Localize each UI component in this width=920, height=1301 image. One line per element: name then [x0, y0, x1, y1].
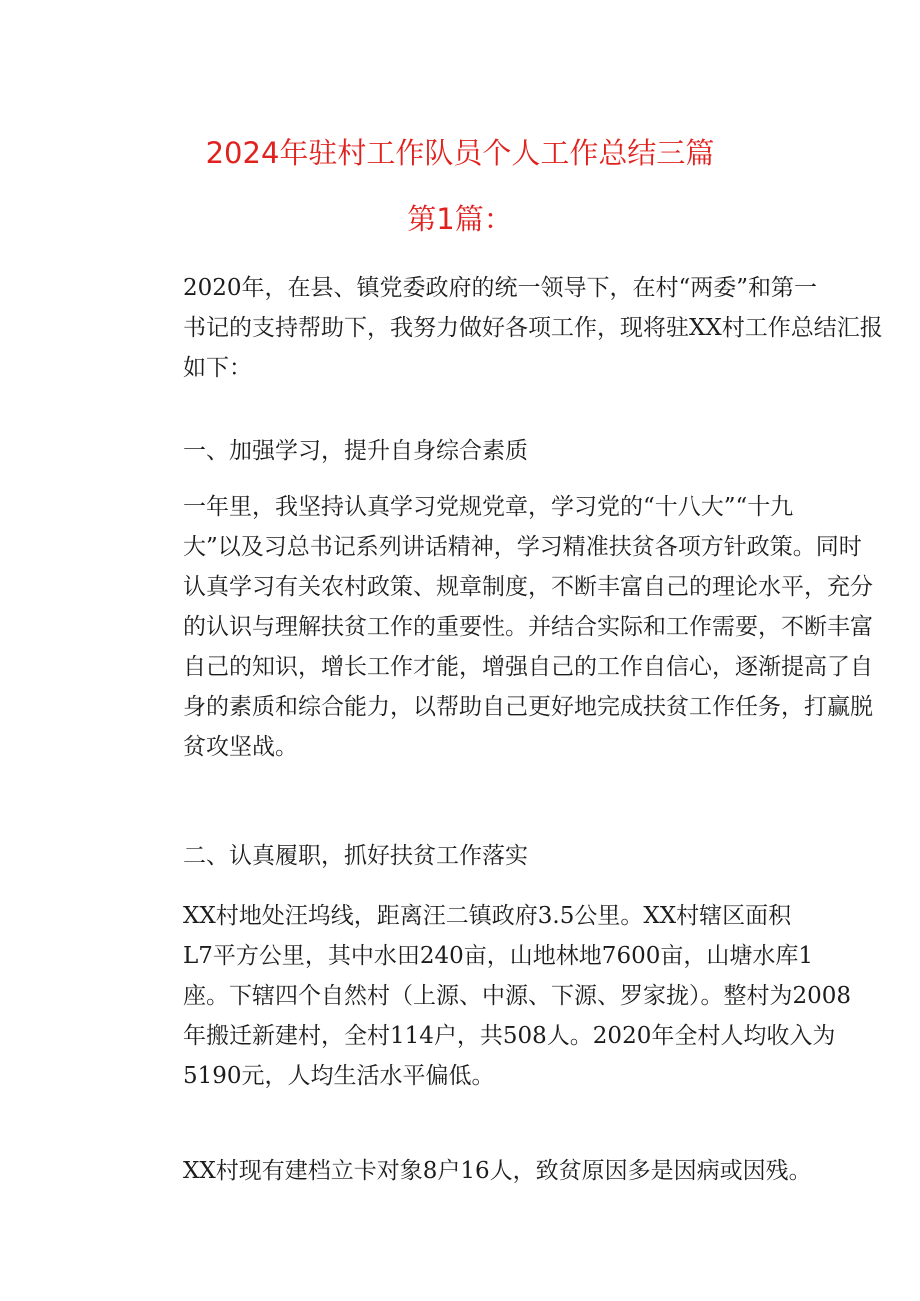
paragraph-line: 如下：	[183, 355, 252, 381]
paragraph-line: 自己的知识，增长工作才能，增强自己的工作自信心，逐渐提高了自	[183, 654, 873, 680]
paragraph-line: 的认识与理解扶贫工作的重要性。并结合实际和工作需要，不断丰富	[183, 614, 873, 640]
paragraph-line: 认真学习有关农村政策、规章制度，不断丰富自己的理论水平，充分	[183, 574, 873, 600]
paragraph-study	[137, 487, 873, 767]
paragraph-line: 2020年，在县、镇党委政府的统一领导下，在村“两委”和第一	[183, 275, 818, 301]
paragraph-poverty	[137, 1151, 812, 1191]
paragraph-line: 一年里，我坚持认真学习党规党章，学习党的“十八大”“十九	[183, 494, 794, 520]
paragraph-village	[137, 896, 852, 1096]
paragraph-line: 书记的支持帮助下，我努力做好各项工作，现将驻XX村工作总结汇报	[183, 315, 883, 341]
section-heading-2	[137, 836, 797, 876]
paragraph-line: XX村地处汪坞线，距离汪二镇政府3.5公里。XX村辖区面积	[183, 903, 792, 929]
paragraph-line: 大”以及习总书记系列讲话精神，学习精准扶贫各项方针政策。同时	[183, 534, 862, 560]
paragraph-line: L7平方公里，其中水田240亩，山地林地7600亩，山塘水库1	[183, 943, 813, 969]
paragraph-line: 身的素质和综合能力，以帮助自己更好地完成扶贫工作任务，打赢脱	[183, 694, 873, 720]
paragraph-intro	[137, 268, 883, 388]
section-heading-1	[137, 431, 797, 471]
document-subtitle: 第1篇：	[407, 202, 513, 236]
paragraph-line: 5190元，人均生活水平偏低。	[183, 1063, 495, 1089]
document-title: 2024年驻村工作队员个人工作总结三篇	[205, 136, 715, 170]
paragraph-line: 年搬迁新建村，全村114户，共508人。2020年全村人均收入为	[183, 1023, 836, 1049]
paragraph-line: 贫攻坚战。	[183, 734, 298, 760]
paragraph-line: XX村现有建档立卡对象8户16人，致贫原因多是因病或因残。	[183, 1158, 812, 1184]
paragraph-line: 座。下辖四个自然村（上源、中源、下源、罗家拢）。整村为2008	[183, 983, 852, 1009]
section-heading-text: 二、认真履职，抓好扶贫工作落实	[183, 843, 528, 869]
section-heading-text: 一、加强学习，提升自身综合素质	[183, 438, 528, 464]
